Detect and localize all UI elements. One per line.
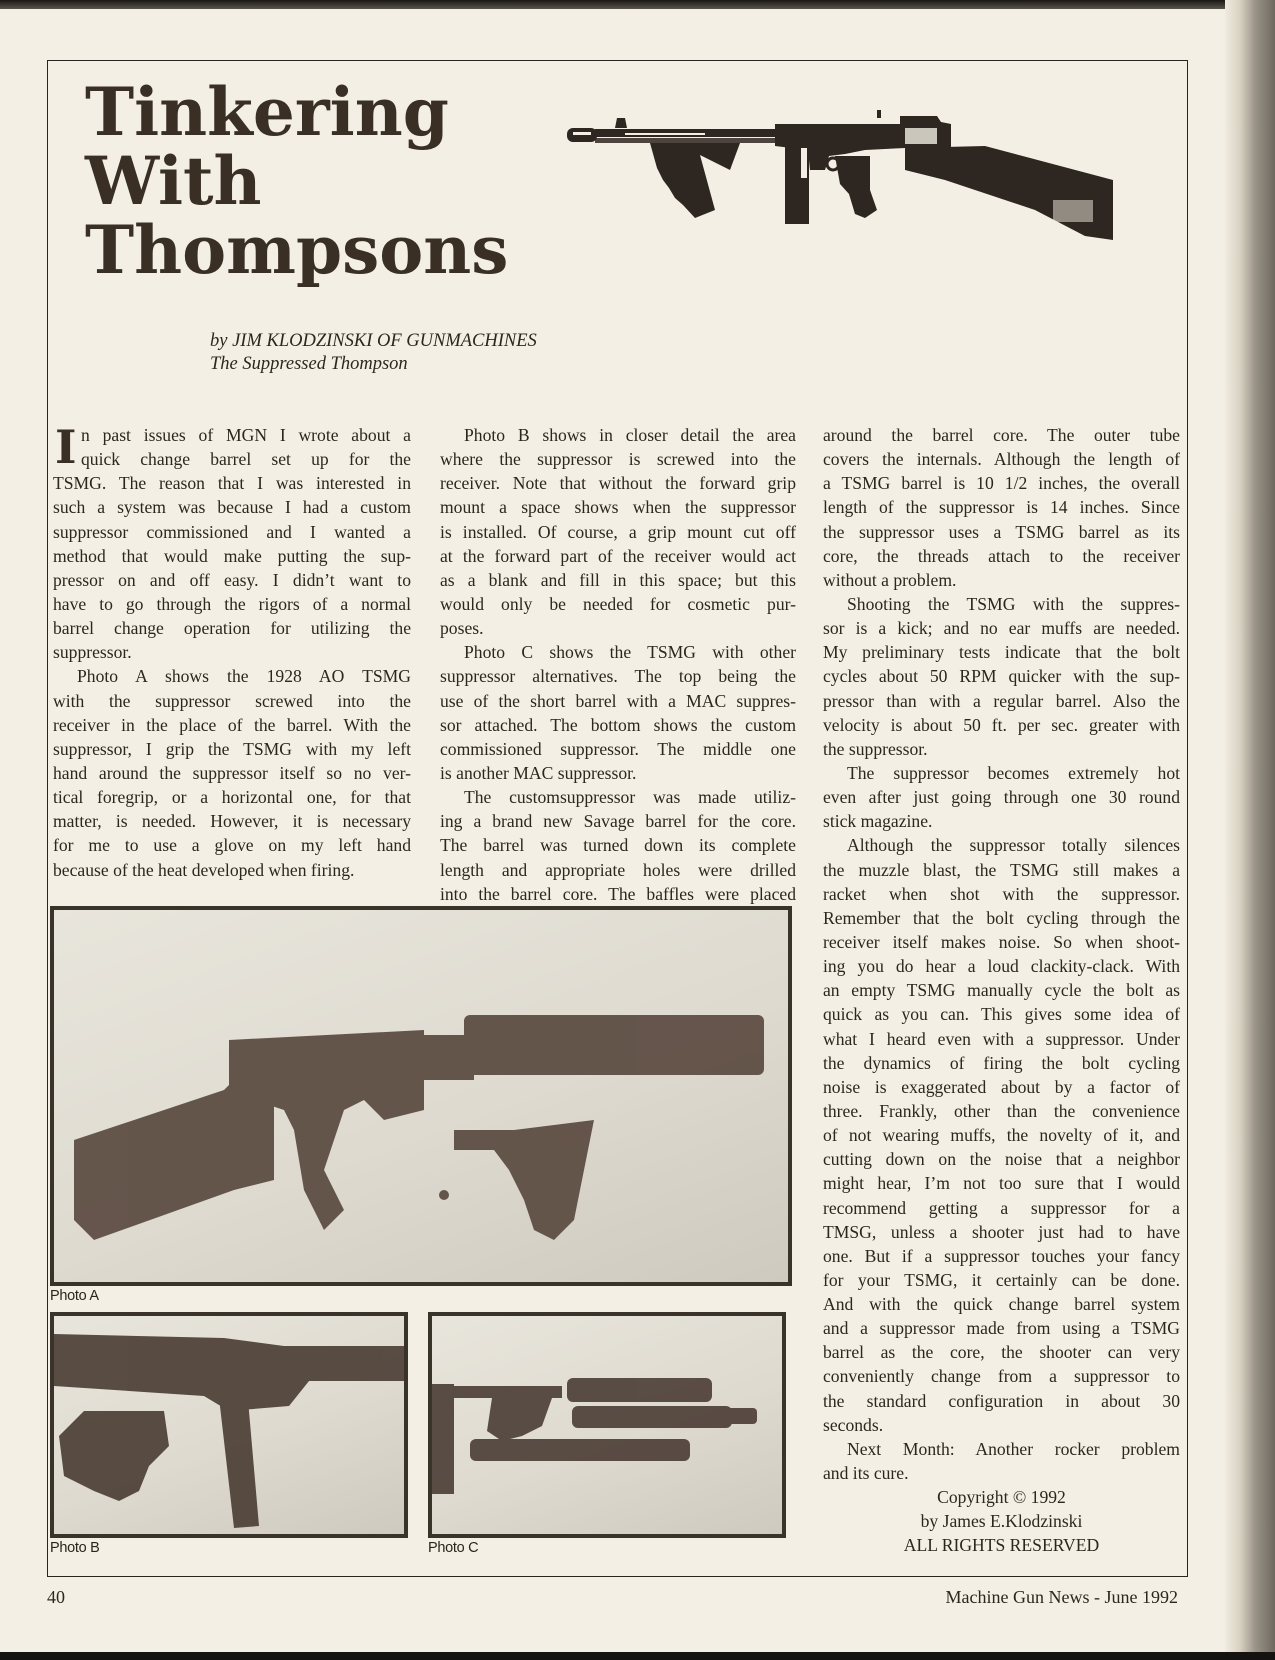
text-line: ALL RIGHTS RESERVED [903, 1535, 1100, 1556]
text-line: the suppressor. [823, 738, 928, 759]
text-line: at the forward part of the receiver would act [440, 545, 796, 566]
text-line: receiver. Note that without the forward grip [440, 473, 796, 494]
article-title [85, 73, 509, 289]
text-line: receiver itself makes noise. So when shoot- [823, 931, 1180, 952]
text-line: noise is exaggerated about by a factor of [823, 1076, 1180, 1097]
text-line: one. But if a suppressor touches your fancy [823, 1245, 1180, 1266]
photo-b [50, 1312, 408, 1538]
text-line: sor attached. The bottom shows the custom [440, 714, 796, 735]
body-column-1 [53, 420, 411, 882]
text-line: where the suppressor is screwed into the [440, 449, 796, 470]
text-line: might hear, I’m not too sure that I would [823, 1173, 1180, 1194]
text-line: the standard configuration in about 30 [823, 1390, 1180, 1411]
text-line: velocity is about 50 ft. per sec. greater with [823, 714, 1180, 735]
text-line: barrel change operation for utilizing the [53, 618, 411, 639]
title-line: Thompsons [85, 211, 509, 289]
page-top-edge [0, 0, 1275, 9]
text-line: the dynamics of firing the bolt cycling [823, 1052, 1180, 1073]
author-line: by JIM KLODZINSKI OF GUNMACHINES [210, 331, 537, 351]
text-line: the suppressor uses a TSMG barrel as its [823, 521, 1180, 542]
text-line: three. Frankly, other than the convenience [823, 1100, 1180, 1121]
byline [210, 330, 537, 376]
photo-b-caption: Photo B [50, 1540, 100, 1556]
body-column-2 [440, 423, 796, 906]
text-line: conveniently change from a suppressor to [823, 1366, 1180, 1387]
text-line: Photo A shows the 1928 AO TSMG [77, 666, 411, 687]
text-line: would only be needed for cosmetic pur- [440, 593, 796, 614]
photo-a [50, 906, 792, 1286]
text-line: and a suppressor made from using a TSMG [823, 1318, 1180, 1339]
text-line: suppressor. [53, 642, 132, 663]
photo-a-caption: Photo A [50, 1288, 99, 1304]
text-line: ing you do hear a loud clackity-clack. With [823, 956, 1180, 977]
text-line: Photo C shows the TSMG with other [464, 642, 796, 663]
photo-c-image [432, 1316, 782, 1534]
text-line: barrel as the core, the shooter can very [823, 1342, 1180, 1363]
drop-cap: I [55, 420, 77, 474]
photo-a-image [54, 910, 788, 1282]
text-line: covers the internals. Although the length of [823, 449, 1180, 470]
text-line: such a system was because I had a custom [53, 497, 411, 518]
text-line: pressor on and off easy. I didn’t want to [53, 569, 411, 590]
text-line: The customsuppressor was made utiliz- [464, 787, 796, 808]
text-line: suppressor commissioned and I wanted a [53, 521, 411, 542]
title-line: With [85, 142, 262, 220]
text-line: The barrel was turned down its complete [440, 835, 796, 856]
text-line: method that would make putting the sup- [53, 545, 411, 566]
text-line: The suppressor becomes extremely hot [847, 762, 1180, 783]
text-line: core, the threads attach to the receiver [823, 545, 1180, 566]
text-line: pressor than with a regular barrel. Also the [823, 690, 1180, 711]
text-line: receiver in the place of the barrel. With the [53, 714, 411, 735]
text-line: of not wearing muffs, the novelty of it, and [823, 1125, 1180, 1146]
text-line: and its cure. [823, 1463, 909, 1484]
text-line: is another MAC suppressor. [440, 762, 637, 783]
text-line: ing a brand new Savage barrel for the core. [440, 811, 796, 832]
text-line: TSMG. The reason that I was interested in [53, 473, 411, 494]
photo-b-image [54, 1316, 404, 1534]
text-line: Photo B shows in closer detail the area [464, 425, 796, 445]
text-line: what I heard even with a suppressor. Under [823, 1028, 1180, 1049]
text-line: with the suppressor screwed into the [53, 690, 411, 711]
text-line: cutting down on the noise that a neighbor [823, 1149, 1180, 1170]
text-line: tical foregrip, or a horizontal one, for that [53, 787, 411, 808]
text-line: matter, is needed. However, it is necessary [53, 811, 411, 832]
text-line: quick as you can. This gives some idea of [823, 1004, 1180, 1025]
thompson-gun-illustration [565, 110, 1120, 260]
text-line: as a blank and fill in this space; but this [440, 569, 796, 590]
text-line: My preliminary tests indicate that the bolt [823, 642, 1180, 663]
text-line: around the barrel core. The outer tube [823, 425, 1180, 445]
text-line: use of the short barrel with a MAC suppres- [440, 690, 796, 711]
text-line: suppressor, I grip the TSMG with my left [53, 738, 411, 759]
text-line: Remember that the bolt cycling through the [823, 907, 1180, 928]
text-line: length and appropriate holes were drilled [440, 859, 796, 880]
text-line: an empty TSMG manually cycle the bolt as [823, 980, 1180, 1001]
text-line: the muzzle blast, the TSMG still makes a [823, 859, 1180, 880]
text-line: commissioned suppressor. The middle one [440, 738, 796, 759]
text-line: Next Month: Another rocker problem [847, 1438, 1180, 1459]
page-number: 40 [47, 1587, 65, 1607]
body-column-3 [823, 423, 1180, 1558]
text-line: for me to use a glove on my left hand [53, 835, 411, 856]
binding-gutter-shadow [1225, 0, 1275, 1660]
text-line: Copyright © 1992 [937, 1487, 1066, 1508]
text-line: stick magazine. [823, 811, 933, 832]
text-line: And with the quick change barrel system [823, 1294, 1180, 1315]
text-line: a TSMG barrel is 10 1/2 inches, the overall [823, 473, 1180, 494]
text-line: into the barrel core. The baffles were placed [440, 883, 796, 904]
text-line: is installed. Of course, a grip mount cut off [440, 521, 796, 542]
text-line: sor is a kick; and no ear muffs are needed. [823, 618, 1180, 639]
text-line: by James E.Klodzinski [920, 1511, 1083, 1532]
article-subtitle: The Suppressed Thompson [210, 354, 408, 374]
text-line: hand around the suppressor itself so no ver- [53, 762, 411, 783]
publication-footer: Machine Gun News - June 1992 [945, 1587, 1178, 1607]
text-line: Shooting the TSMG with the suppres- [847, 593, 1180, 614]
photo-c [428, 1312, 786, 1538]
text-line: without a problem. [823, 569, 957, 590]
page-bottom-edge [0, 1652, 1275, 1660]
text-line: even after just going through one 30 round [823, 787, 1180, 808]
text-line: because of the heat developed when firing. [53, 859, 355, 880]
text-line: cycles about 50 RPM quicker with the sup- [823, 666, 1180, 687]
text-line: poses. [440, 618, 484, 639]
text-line: Although the suppressor totally silences [847, 835, 1180, 856]
text-line: racket when shot with the suppressor. [823, 883, 1180, 904]
text-line: for your TSMG, it certainly can be done. [823, 1269, 1180, 1290]
text-line: seconds. [823, 1414, 884, 1435]
text-line: suppressor alternatives. The top being the [440, 666, 796, 687]
photo-c-caption: Photo C [428, 1540, 479, 1556]
text-line: n past issues of MGN I wrote about a [81, 425, 411, 445]
text-line: mount a space shows when the suppressor [440, 497, 796, 518]
text-line: have to go through the rigors of a normal [53, 593, 411, 614]
text-line: recommend getting a suppressor for a [823, 1197, 1180, 1218]
gun-silhouette [567, 110, 1113, 240]
title-line: Tinkering [85, 73, 449, 151]
text-line: length of the suppressor is 14 inches. Since [823, 497, 1180, 518]
text-line: quick change barrel set up for the [81, 449, 411, 470]
text-line: TMSG, unless a shooter just had to have [823, 1221, 1180, 1242]
